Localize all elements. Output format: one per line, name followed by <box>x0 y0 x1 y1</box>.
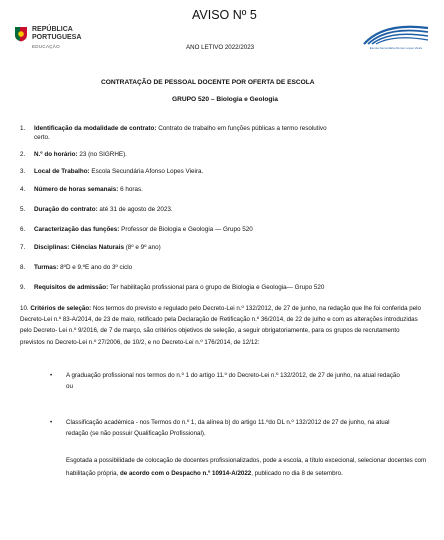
heading-contract: CONTRATAÇÃO DE PESSOAL DOCENTE POR OFERTA DE ESCOLA <box>101 79 315 86</box>
final-text-1: Esgotada a possibilidade de colocação de docentes profissionalizados, pode a escola, a título excecional, selecionar docentes com habilitação própria, <box>66 457 427 477</box>
school-wave-logo-icon <box>362 22 430 46</box>
logo-sub-text: EDUCAÇÃO <box>32 44 60 49</box>
item-7 <box>20 244 161 253</box>
final-dispatch: de acordo com o Despacho n.º 10914-A/2022 <box>120 469 252 477</box>
item-5 <box>20 206 173 215</box>
item-2 <box>20 151 127 160</box>
portugal-shield-icon <box>14 26 28 42</box>
item-label: Número de horas semanais: <box>34 186 119 193</box>
item-6 <box>20 226 253 235</box>
item-label: Requisitos de admissão: <box>34 284 109 291</box>
item-number: 10. <box>20 305 29 312</box>
item-label: Local de Trabalho: <box>34 168 90 175</box>
heading-group: GRUPO 520 – Biologia e Geologia <box>172 96 278 103</box>
item-text: Professor de Biologia e Geologia — Grupo 520 <box>119 226 253 233</box>
item-text: Contrato de trabalho em funções públicas a termo resolutivo <box>156 125 327 132</box>
item-discipline: Ciências Naturais <box>69 244 124 251</box>
item-number: 1. <box>20 125 26 132</box>
item-text: 8ºD e 9.ºE ano do 3º ciclo <box>58 264 133 271</box>
item-10-criteria <box>20 303 425 348</box>
item-label: Duração do contrato: <box>34 206 98 213</box>
final-paragraph <box>66 455 432 480</box>
item-text: Nos termos do previsto e regulado pelo Decreto-Lei n.º 132/2012, de 27 de junho, na redação que lhe foi conferida pelo Decreto-Lei n.º 83-A/2014, de 23 de maio, retificado pela Declaração de Retificação n.º 36/2014, de 22 de julho e com as alterações introduzidas pelo Decreto- Lei n.º 9/2016, de 7 de março, são critérios objetivos de seleção, a seguir obrigatoriamente, para os grupos de recrutamento previstos no Decreto-Lei n.º 27/2006, de 10/2, e no Decreto-Lei n.º 176/2014, de 12/12: <box>20 305 421 346</box>
school-logo-caption: Escola Secundária Afonso Lopes Vieira <box>369 46 423 50</box>
item-label: Identificação da modalidade de contrato: <box>34 125 157 132</box>
item-number: 7. <box>20 244 26 251</box>
item-text: 6 horas. <box>118 186 143 193</box>
item-label: N.º do horário: <box>34 151 78 158</box>
item-label: Disciplinas: <box>34 244 70 251</box>
notice-title: AVISO Nº 5 <box>192 8 257 22</box>
item-number: 6. <box>20 226 26 233</box>
item-number: 9. <box>20 284 26 291</box>
item-number: 3. <box>20 168 26 175</box>
item-text: Escola Secundária Afonso Lopes Vieira. <box>89 168 204 175</box>
school-logo <box>362 22 430 52</box>
item-text: até 31 de agosto de 2023. <box>97 206 173 213</box>
item-label: Turmas: <box>34 264 59 271</box>
bullet-content: A graduação profissional nos termos do n.º 1 do artigo 11.º do Decreto-Lei n.º 132/2012, de 27 de junho, na atual redação <box>66 372 400 379</box>
logo-line-2: PORTUGUESA <box>32 34 82 41</box>
bullet-or: ou <box>66 383 73 391</box>
item-number: 2. <box>20 151 26 158</box>
item-9 <box>20 284 324 293</box>
item-text: 23 (no SIGRHE). <box>77 151 127 158</box>
item-number: 5. <box>20 206 26 213</box>
bullet-dot-icon: • <box>50 419 53 426</box>
bullet-dot-icon: • <box>50 372 53 379</box>
item-8 <box>20 264 132 273</box>
item-number: 4. <box>20 186 26 193</box>
item-1-continuation: certo. <box>34 134 50 141</box>
item-text: (8º e 9º ano) <box>123 244 161 251</box>
item-label: Caracterização das funções: <box>34 226 120 233</box>
item-text: Ter habilitação profissional para o grupo de Biologia e Geologia— Grupo 520 <box>108 284 325 291</box>
bullet-text <box>66 370 406 392</box>
final-text-2: , publicado no dia 8 de setembro. <box>251 469 343 477</box>
school-year: ANO LETIVO 2022/2023 <box>186 44 255 51</box>
item-3 <box>20 168 203 177</box>
republica-portuguesa-logo <box>14 24 84 52</box>
item-1 <box>20 125 327 134</box>
item-label: Critérios de seleção: <box>30 305 92 312</box>
logo-line-1: REPÚBLICA <box>32 26 73 33</box>
item-number: 8. <box>20 264 26 271</box>
republica-logo-text <box>32 26 81 42</box>
bullet-text: Classificação académica - nos Termos do n.º 1, da alínea b) do artigo 11.ºdo DL n.º 132/2012 de 27 de junho, na atual redação (se não possuir Qualificação Profissional). <box>66 419 390 438</box>
item-4 <box>20 186 143 195</box>
